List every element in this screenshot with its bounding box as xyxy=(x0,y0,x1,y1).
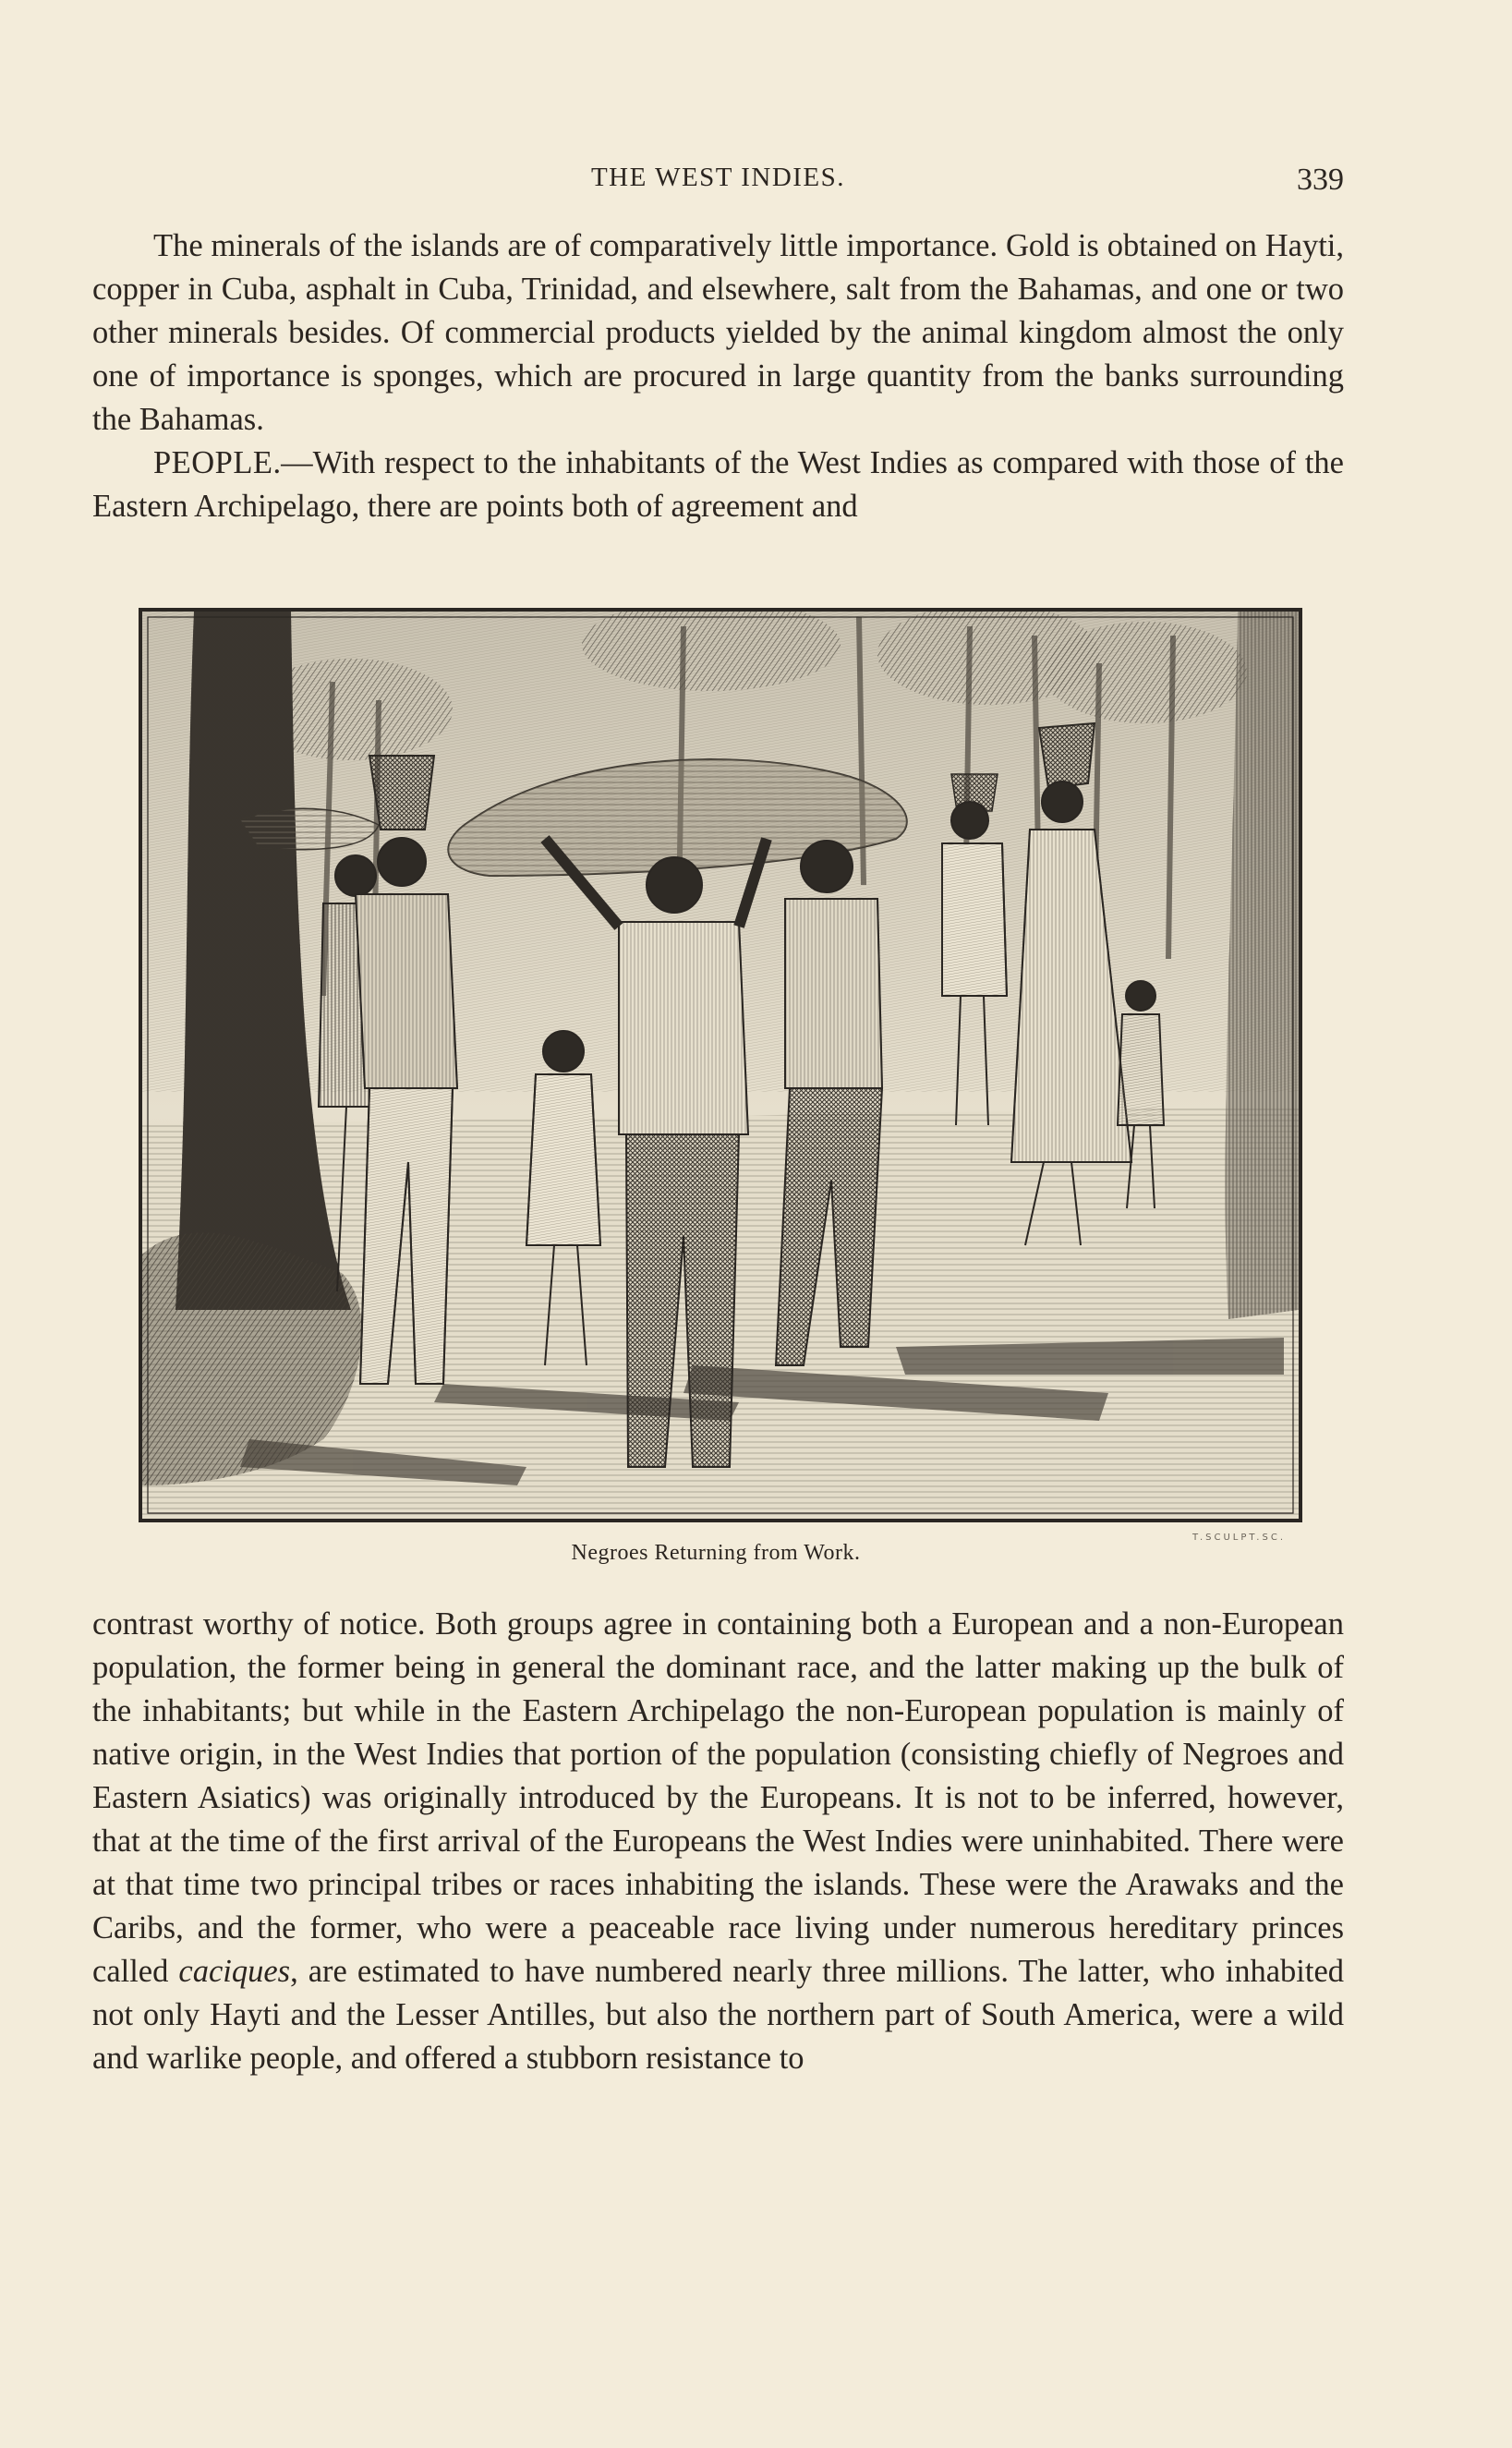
paragraph-contrast xyxy=(92,1603,1344,2080)
engraving-image xyxy=(139,608,1302,1522)
paragraph-minerals xyxy=(92,224,1344,442)
engraver-signature: T.SCULPT.SC. xyxy=(1192,1533,1286,1543)
running-head xyxy=(92,163,1344,203)
paragraph-contrast-text-2: , are estimated to have numbered nearly three millions. The latter, who inhabited not only Hayti and the Lesser Antilles, but also the northern part of South America, were a wild and warlike people, and offered a stubborn resistance to xyxy=(92,1954,1345,2076)
page-number: 339 xyxy=(1297,163,1344,197)
paragraph-minerals-text: The minerals of the islands are of comparatively little importance. Gold is obtained on Hayti, copper in Cuba, asphalt in Cuba, Trinidad, and elsewhere, salt from the Bahamas, and one or two other minerals besides. Of commercial products yielded by the animal kingdom almost the only one of importance is sponges, which are procured in large quantity from the banks surrounding the Bahamas. xyxy=(92,228,1344,437)
engraving-illustration xyxy=(139,608,1302,1543)
section-heading-people: PEOPLE xyxy=(153,445,273,480)
text-block-top xyxy=(92,224,1344,528)
italic-term-caciques: caciques xyxy=(178,1954,291,1989)
running-title: THE WEST INDIES. xyxy=(590,163,846,192)
text-block-bottom xyxy=(92,1603,1344,2080)
paragraph-contrast-text-1: contrast worthy of notice. Both groups agree in containing both a European and a non-European population, the former being in general the dominant race, and the latter making up the bulk of the inhabitants; but while in the Eastern Archipelago the non-European population is mainly of native origin, in the West Indies that portion of the population (consisting chiefly of Negroes and Eastern Asiatics) was originally introduced by the Europeans. It is not to be inferred, however, that at the time of the first arrival of the Europeans the West Indies were uninhabited. There were at that time two principal tribes or races inhabiting the islands. These were the Arawaks and the Caribs, and the former, who were a peaceable race living under numerous hereditary princes called xyxy=(92,1606,1344,1989)
paragraph-people-text: .—With respect to the inhabitants of the West Indies as compared with those of the Eastern Archipelago, there are points both of agreement and xyxy=(92,445,1344,524)
figure-caption: Negroes Returning from Work. xyxy=(571,1541,861,1565)
paragraph-people xyxy=(92,442,1344,528)
